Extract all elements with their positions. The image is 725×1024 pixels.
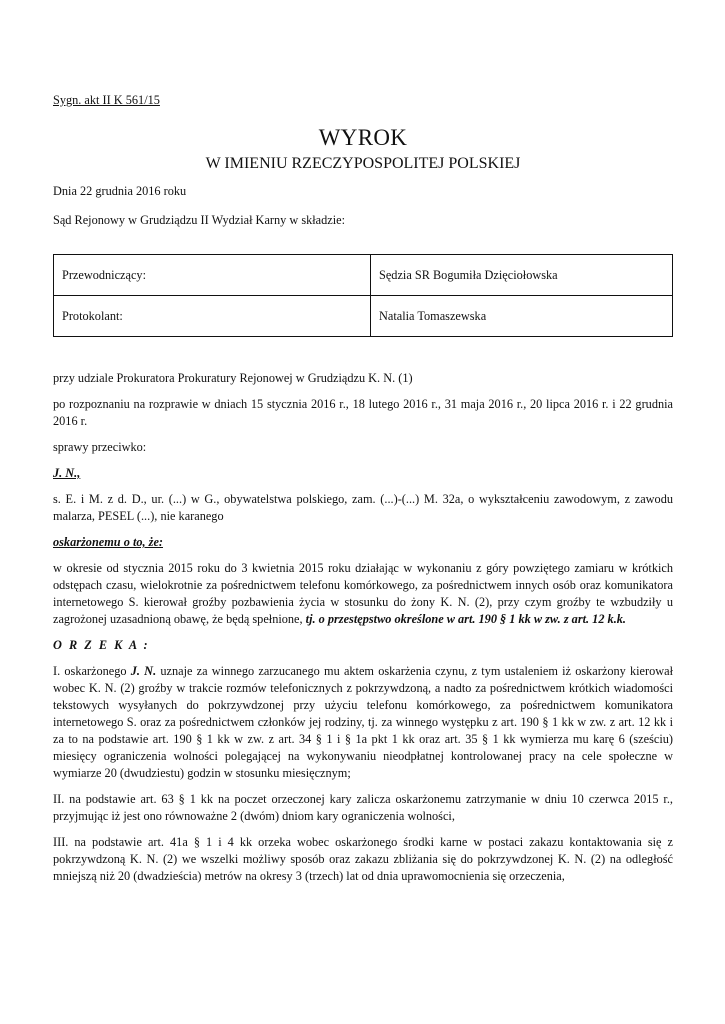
charge-text: w okresie od stycznia 2015 roku do 3 kwietnia 2015 roku działając w wykonaniu z góry powziętego zamiaru w krótkich odstępach czasu, wielokrotnie za pośrednictwem telefonu komórkowego, za pośrednictwem innych osób oraz komunikatora internetowego S. kierował groźby pozbawienia życia w stosunku do żony K. N. (2), przy czym groźby te wzbudziły u zagrożonej uzasadnioną obawę, że będą spełnione,	[53, 561, 673, 626]
judgment-page	[53, 92, 673, 885]
name-clerk: Natalia Tomaszewska	[371, 296, 673, 337]
charge-qualification: tj. o przestępstwo określone w art. 190 § 1 kk w zw. z art. 12 k.k.	[305, 612, 626, 626]
point-1-text: uznaje za winnego zarzucanego mu aktem oskarżenia czynu, z tym ustaleniem iż oskarżony kierował wobec K. N. (2) groźby w trakcie rozmów telefonicznych z pokrzywdzoną, a nadto za pośrednictwem krótkich wiadomości tekstowych wysyłanych do pokrzywdzonej przy użyciu telefonu komórkowego, za pośrednictwem komunikatora internetowego S. oraz za pośrednictwem członków jej rodziny, tj. za winnego występku z art. 190 § 1 kk w zw. z art. 12 kk i za to na podstawie art. 190 § 1 kk w zw. z art. 34 § 1 i § 1a pkt 1 kk oraz art. 35 § 1 kk wymierza mu karę 6 (sześciu) miesięcy ograniczenia wolności polegającej na wykonywaniu nieodpłatnej kontrolowanej pracy na cele społeczne w wymiarze 20 (dwudziestu) godzin w stosunku miesięcznym;	[53, 664, 674, 780]
document-title: WYROK	[318, 125, 408, 150]
court-composition-intro: Sąd Rejonowy w Grudziądzu II Wydział Karny w składzie:	[53, 213, 346, 227]
verdict-heading: O R Z E K A :	[53, 638, 150, 652]
charge-paragraph	[53, 560, 673, 628]
point-1-prefix: I. oskarżonego	[53, 664, 131, 678]
case-against: sprawy przeciwko:	[53, 440, 147, 454]
defendant-personal-data: s. E. i M. z d. D., ur. (...) w G., obywatelstwa polskiego, zam. (...)-(...) M. 32a, o wykształceniu zawodowym, z zawodu malarza, PESEL (...), nie karanego	[53, 492, 673, 523]
charge-heading: oskarżonemu o to, że:	[53, 535, 163, 549]
composition-table	[53, 254, 673, 337]
hearing-dates: po rozpoznaniu na rozprawie w dniach 15 stycznia 2016 r., 18 lutego 2016 r., 31 maja 2016 r., 20 lipca 2016 r. i 22 grudnia 2016 r.	[53, 397, 673, 428]
document-subtitle: W IMIENIU RZECZYPOSPOLITEJ POLSKIEJ	[205, 155, 521, 172]
role-presiding: Przewodniczący:	[54, 255, 371, 296]
verdict-point-2: II. na podstawie art. 63 § 1 kk na poczet orzeczonej kary zalicza oskarżonemu zatrzymanie w dniu 10 czerwca 2015 r., przyjmując iż jest ono równoważne 2 (dwóm) dniom kary ograniczenia wolności,	[53, 792, 673, 823]
role-clerk: Protokolant:	[54, 296, 371, 337]
verdict-point-1	[53, 663, 673, 782]
case-number: Sygn. akt II K 561/15	[53, 93, 160, 107]
table-row	[54, 255, 673, 296]
table-row	[54, 296, 673, 337]
judgment-date: Dnia 22 grudnia 2016 roku	[53, 184, 187, 198]
defendant-name: J. N.,	[53, 466, 81, 480]
verdict-point-3: III. na podstawie art. 41a § 1 i 4 kk orzeka wobec oskarżonego środki karne w postaci zakazu kontaktowania się z pokrzywdzoną K. N. (2) we wszelki możliwy sposób oraz zakazu zbliżania się do pokrzywdzonej K. N. (2) na odległość mniejszą niż 20 (dwadzieścia) metrów na okresy 3 (trzech) lat od dnia uprawomocnienia się orzeczenia,	[53, 835, 673, 883]
point-1-defendant: J. N.	[130, 664, 157, 678]
name-presiding: Sędzia SR Bogumiła Dzięciołowska	[371, 255, 673, 296]
prosecutor-line: przy udziale Prokuratora Prokuratury Rejonowej w Grudziądzu K. N. (1)	[53, 371, 413, 385]
